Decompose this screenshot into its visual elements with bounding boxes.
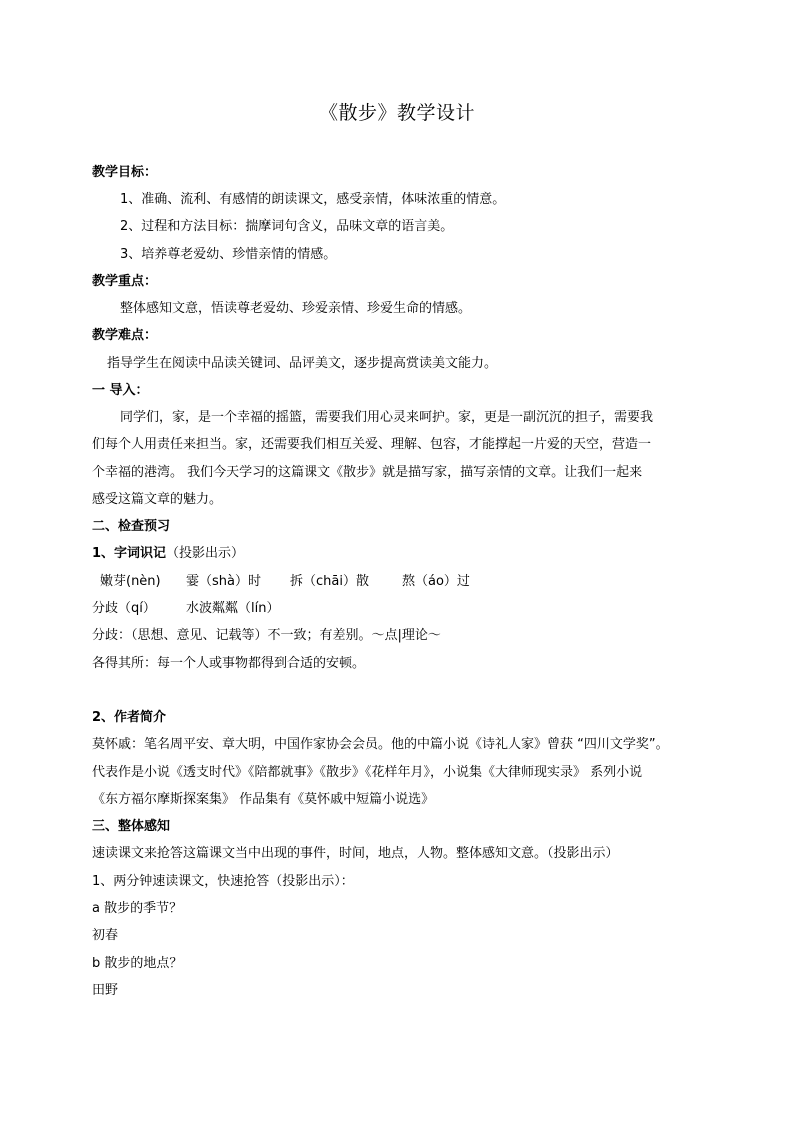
intro-line-4: 感受这篇文章的魅力。: [92, 492, 223, 507]
vocab-word: 嫩芽(nèn): [100, 574, 161, 589]
author-line-2: 代表作是小说《透支时代》《陪都就事》《散步》《花样年月》，小说集《大律师现实录》 系列小说: [92, 765, 643, 780]
vocab-heading-line: [92, 545, 244, 563]
question-intro: 1、两分钟速读课文，快速抢答（投影出示）：: [92, 874, 354, 889]
answer: 田野: [92, 983, 119, 998]
difficulty-text: 指导学生在阅读中品读关键词、品评美文，逐步提高赏读美文能力。: [107, 356, 498, 371]
goal-item-1: 1、准确、流利、有感情的朗读课文，感受亲情，体味浓重的情意。: [120, 192, 506, 207]
overall-text: 速读课文来抢答这篇课文当中出现的事件，时间，地点，人物。整体感知文意。（投影出示）: [92, 846, 619, 861]
question: a 散步的季节？: [92, 901, 183, 916]
preview-heading: 二、检查预习: [92, 519, 171, 534]
page-title: 《散步》教学设计: [318, 102, 475, 124]
vocab-word: 水波粼粼（lín）: [186, 601, 280, 616]
author-line-1: 莫怀戚：笔名周平安、章大明，中国作家协会会员。他的中篇小说《诗礼人家》曾获 “四川文学奖”。: [92, 737, 669, 752]
vocab-note: （投影出示）: [166, 546, 245, 561]
vocab-word: 霎（shà）时: [186, 574, 261, 589]
intro-line-1: 同学们，家，是一个幸福的摇篮，需要我们用心灵来呵护。家，更是一副沉沉的担子，需要我: [120, 410, 654, 425]
difficulty-heading: 教学难点：: [92, 328, 158, 343]
vocab-heading: 1、字词识记: [92, 546, 167, 561]
intro-line-2: 们每个人用责任来担当。家，还需要我们相互关爱、理解、包容，才能撑起一片爱的天空，营造一: [92, 437, 652, 452]
key-heading: 教学重点：: [92, 274, 158, 289]
vocab-word: 分歧（qí）: [92, 601, 156, 616]
answer: 初春: [92, 928, 119, 943]
goal-item-3: 3、培养尊老爱幼、珍惜亲情的情感。: [120, 247, 337, 262]
author-heading: 2、作者简介: [92, 710, 167, 725]
overall-heading: 三、整体感知: [92, 819, 171, 834]
key-text: 整体感知文意，悟读尊老爱幼、珍爱亲情、珍爱生命的情感。: [120, 301, 472, 316]
author-line-3: 《东方福尔摩斯探案集》 作品集有《莫怀戚中短篇小说选》: [92, 792, 435, 807]
intro-line-3: 个幸福的港湾。 我们今天学习的这篇课文《散步》就是描写家，描写亲情的文章。让我们一起来: [92, 465, 643, 480]
vocab-definition: 各得其所：每一个人或事物都得到合适的安顿。: [92, 656, 366, 671]
intro-heading: 一 导入：: [92, 383, 149, 398]
goal-item-2: 2、过程和方法目标：揣摩词句含义，品味文章的语言美。: [120, 219, 454, 234]
goals-heading: 教学目标：: [92, 165, 158, 180]
vocab-word: 熬（áo）过: [402, 574, 470, 589]
vocab-word: 拆（chāi）散: [290, 574, 369, 589]
question: b 散步的地点？: [92, 956, 183, 971]
vocab-definition: 分歧：（思想、意见、记载等）不一致；有差别。～点|理论～: [92, 628, 441, 643]
